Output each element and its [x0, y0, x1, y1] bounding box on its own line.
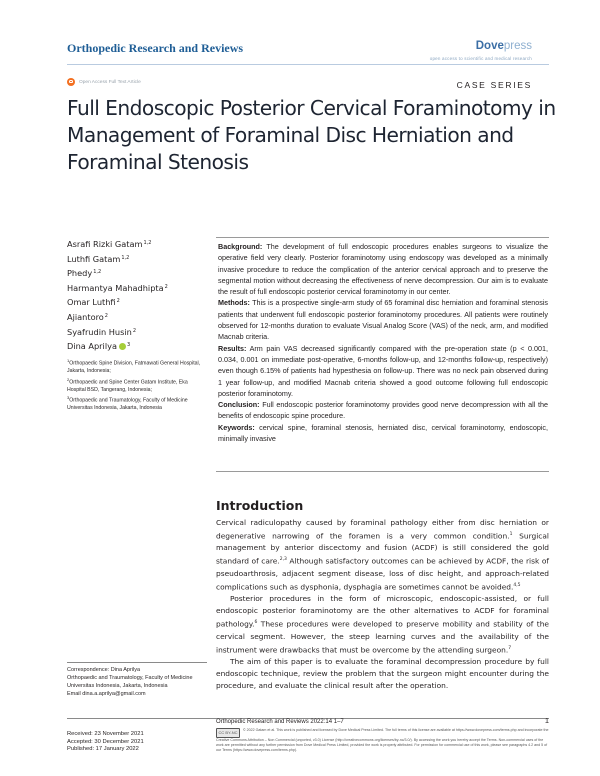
paragraph: The aim of this paper is to evaluate the foraminal decompression procedure by full endoscopic technique, review the problem that the surgeon might encounter during the procedure, and evaluate the clinical result after the operation. — [216, 657, 549, 691]
article-dates: Received: 23 November 2021 Accepted: 30 December 2021 Published: 17 January 2022 — [67, 731, 144, 753]
header-divider — [67, 64, 549, 65]
abstract-background: Background: The development of full endoscopic procedures enables surgeons to visualize the operative field very clearly. Posterior foraminotomy using endoscopy was developed as a minimally invasive procedure to reduce the complication of the anterior cervical approach and to preserve the segmental motion without decreasing the effectiveness of nerve decompression. Our aim is to evaluate the result of full endoscopic posterior cervical foraminotomy in our center. — [218, 242, 548, 297]
publisher-logo — [476, 40, 532, 52]
correspondence: Correspondence: Dina Aprilya Orthopaedic and Traumatology, Faculty of Medicine Universitas Indonesia, Jakarta, Indonesia Email dina.a.aprilya@gmail.com — [67, 666, 207, 698]
article-type: CASE SERIES — [456, 80, 532, 90]
introduction-heading: Introduction — [216, 498, 304, 513]
author: Luthfi Gatam$^{1,2}$ — [67, 253, 130, 264]
paragraph: Posterior procedures in the form of microscopic, endoscopic-assisted, or full endoscopic posterior foraminotomy are the other alternatives to ACDF for foraminal pathology.$^6$ These procedures were developed to preserve mobility and stability of the cervical segment. However, the steep learning curves and the availability of the instrument were drawbacks that must be overcome by the attending surgeon.$^7$ — [216, 594, 549, 655]
license-notice: CC BY-NC © 2022 Gatam et al. This work is published and licensed by Dove Medical Press Limited. The full terms of this license are available at https://www.dovepress.com/terms.php and incorporate the Creative Commons Attribution – Non Commercial (unported, v3.0) License (http://creativecommons.org/licenses/by-nc/3.0/). By accessing the work you hereby accept the Terms. Non-commercial uses of the work are permitted without any further permission from Dove Medical Press Limited, provided the work is properly attributed. For permission for commercial use of this work, please see paragraphs 4.2 and 5 of our Terms (https://www.dovepress.com/terms.php). — [216, 728, 549, 753]
author: Ajiantoro$^2$ — [67, 311, 108, 322]
citation-ref[interactable]: 4,5 — [513, 582, 521, 588]
author: Harmantya Mahadhipta$^2$ — [67, 282, 168, 293]
orcid-icon[interactable] — [119, 343, 126, 350]
correspondence-divider — [67, 662, 207, 663]
author: Omar Luthfi$^2$ — [67, 297, 120, 308]
page-number: 1 — [544, 716, 549, 725]
citation-ref[interactable]: 1 — [509, 532, 513, 537]
author-list — [67, 237, 168, 354]
journal-name: Orthopedic Research and Reviews — [67, 41, 244, 55]
citation-ref[interactable]: 2,3 — [279, 557, 287, 563]
affiliation: $^2$Orthopaedic and Spine Center Gatam Institute, Eka Hospital BSD, Tangerang, Indonesia; — [67, 376, 188, 393]
paragraph: Cervical radiculopathy caused by foraminal pathology either from disc herniation or degenerative narrowing of the foramen is a very common condition.$^1$ Surgical management by anterior discectomy and fusion (ACDF) is still considered the gold standard of care.$^{2,3}$ Although satisfactory outcomes can be achieved by ACDF, the risk of pseudoarthrosis, adjacent segment disease, loss of disc height, and approach-related complications such as dysphonia, dysphagia are sometimes cannot be avoided.$^{4,5}$ — [216, 518, 549, 592]
publisher-tagline: open access to scientific and medical research — [429, 56, 532, 61]
journal-citation: Orthopedic Research and Reviews 2022:14 1–7 — [216, 719, 344, 725]
abstract — [218, 241, 548, 444]
author: Dina Aprilya $^3$ — [67, 341, 131, 352]
open-access-badge — [67, 78, 141, 86]
citation-ref[interactable]: 6 — [254, 620, 258, 626]
open-access-label: Open Access Full Text Article — [79, 79, 141, 85]
cc-license-icon[interactable]: CC BY-NC — [216, 728, 240, 738]
open-access-icon — [67, 78, 75, 86]
publisher-name: Dove — [475, 40, 504, 52]
article-title: Full Endoscopic Posterior Cervical Foraminotomy in Management of Foraminal Disc Herniation and Foraminal Stenosis — [67, 96, 556, 174]
abstract-results: Results: Arm pain VAS decreased significantly compared with the pre-operation state (p < 0.001, 0.034, 0.001 on immediate post-operative, 6-months follow-up, and 12-months follow-up, respectively) even though 6.15% of patients had hypesthesia on follow-up. There was no neck pain observed during 1 year follow-up, and modified Macnab criteria showed a good outcome following full endoscopic posterior foraminotomy. — [218, 343, 548, 398]
introduction-body — [216, 517, 549, 692]
citation-ref[interactable]: 7 — [508, 645, 512, 651]
abstract-conclusion: Conclusion: Full endoscopic posterior foraminotomy provides good nerve decompression with all the benefits of endoscopic spine procedure. — [218, 400, 548, 421]
affiliation: $^3$Orthopaedic and Traumatology, Faculty of Medicine Universitas Indonesia, Jakarta, Indonesia — [67, 395, 188, 412]
email-link[interactable]: Email dina.a.aprilya@gmail.com — [67, 691, 146, 697]
author: Asrafi Rizki Gatam$^{1,2}$ — [67, 239, 152, 249]
affiliation: $^1$Orthopaedic Spine Division, Fatmawati General Hospital, Jakarta, Indonesia; — [67, 358, 201, 375]
affiliations — [67, 357, 207, 413]
abstract-methods: Methods: This is a prospective single-arm study of 65 foraminal disc herniation and foraminal stenosis patients that underwent full endoscopic posterior foraminotomy procedures. All patients were routinely observed for 12-months duration to evaluate Visual Analog Score (VAS) of the neck, arm, and modified Macnab criteria. — [218, 298, 549, 342]
abstract-keywords: Keywords: cervical spine, foraminal stenosis, herniated disc, cervical foraminotomy, endoscopic, minimally invasive — [218, 422, 548, 444]
author: Phedy$^{1,2}$ — [67, 268, 102, 279]
author: Syafrudin Husin$^2$ — [67, 326, 137, 337]
publisher-suffix: press — [503, 40, 532, 52]
